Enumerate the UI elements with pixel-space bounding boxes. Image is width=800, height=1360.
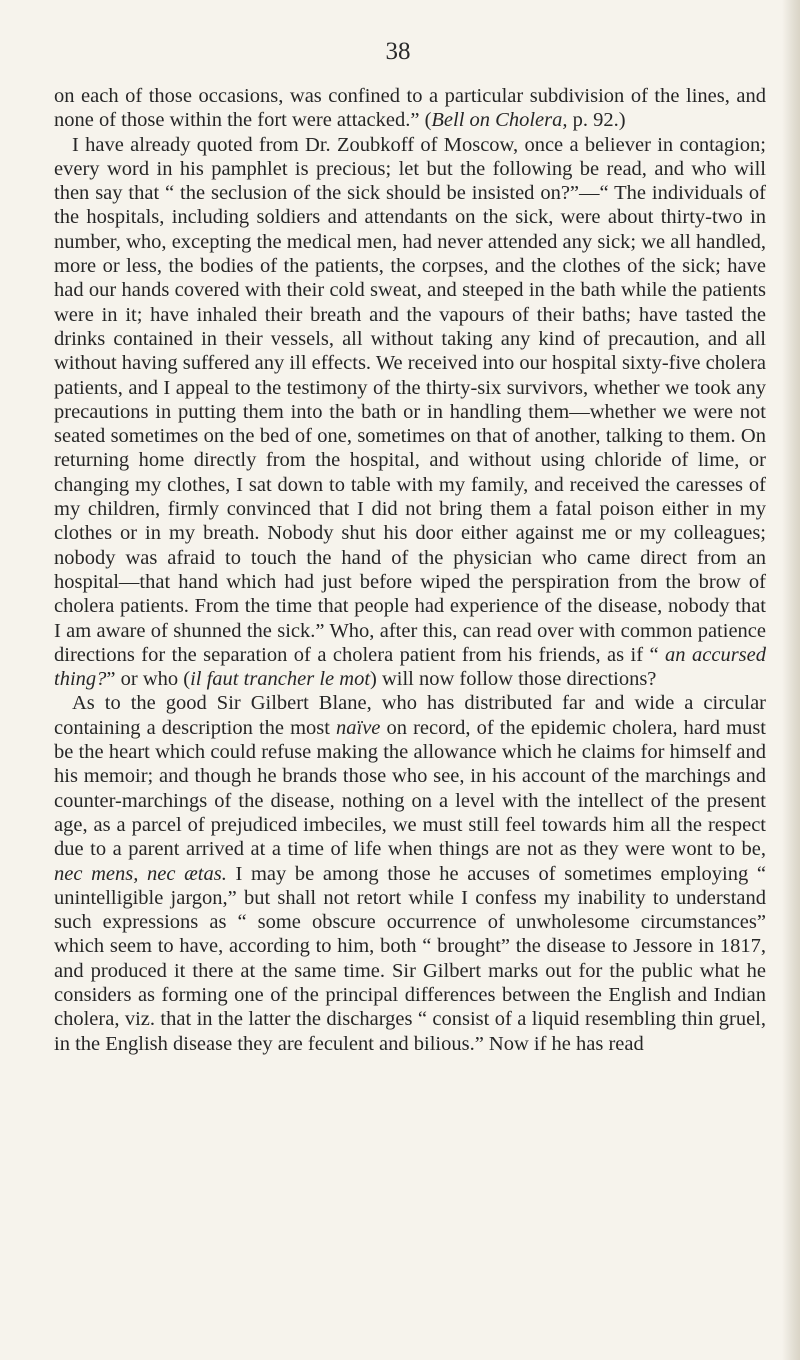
italic-an-accursed-thing: an accursed thing? — [54, 643, 766, 691]
paragraph-2 — [54, 133, 766, 692]
citation-bell-on-cholera: Bell on Cholera, — [431, 109, 568, 132]
italic-il-faut-trancher: il faut trancher le mot — [190, 668, 371, 691]
paragraph-3-part-5: I may be among those he accuses of sometimes employing “ unintelligible jargon,” but shall not retort while I confess my inability to understand such expressions as “ some obscure occurrence of unwholesome circumstances” which seem to have, according to him, both “ brought” the disease to Jessore in 1817, and produced it there at the same time. Sir Gilbert marks out for the public what he considers as forming one of the principal differences between the English and Indian cholera, viz. that in the latter the discharges “ consist of a liquid resembling thin gruel, in the English disease they are feculent and bilious.” Now if he has read — [54, 862, 766, 1055]
page-number: 38 — [385, 38, 411, 65]
paragraph-1-part-3: p. 92.) — [567, 109, 626, 132]
body-text — [54, 84, 766, 1056]
italic-nec-mens-nec-aetas: nec mens, nec ætas. — [54, 862, 227, 885]
paragraph-1-part-1: on each of those occasions, was confined to a particular subdivision of the lines, and none of those within the fort were attacked.” ( — [54, 85, 766, 132]
paragraph-2-part-1: I have already quoted from Dr. Zoubkoff of Moscow, once a believer in contagion; every word in his pamphlet is precious; let but the following be read, and who will then say that “ the seclusion of the sick should be insisted on?”—“ The individuals of the hospitals, including soldiers and attendants on the sick, were about thirty-two in number, who, excepting the medical men, had never attended any sick; we all handled, more or less, the bodies of the patients, the corpses, and the clothes of the sick; have had our hands covered with their cold sweat, and steeped in the bath while the patients were in it; have inhaled their breath and the vapours of their baths; have tasted the drinks contained in their vessels, all without taking any kind of precaution, and all without having suffered any ill effects. We received into our hospital sixty-five cholera patients, and I appeal to the testimony of the thirty-six survivors, whether we took any precautions in putting them into the bath or in handling them—whether we were not seated sometimes on the bed of one, sometimes on that of another, talking to them. On returning home directly from the hospital, and without using chloride of lime, or changing my clothes, I sat down to table with my family, and received the caresses of my children, firmly convinced that I did not bring them a fatal poison either in my clothes or in my breath. Nobody shut his door either against me or my colleagues; nobody was afraid to touch the hand of the physician who came direct from an hospital—that hand which had just before wiped the perspiration from the brow of cholera patients. From the time that people had experience of the disease, nobody that I am aware of shunned the sick.” Who, after this, can read over with common patience directions for the separation of a cholera patient from his friends, as if “ — [54, 133, 766, 666]
paragraph-3-part-1: As to the good Sir Gilbert Blane, who has distributed far and wide a circular containing a description the most — [54, 692, 766, 739]
paragraph-1 — [54, 84, 766, 133]
paragraph-2-part-5: ) will now follow those directions? — [370, 668, 657, 691]
page-edge-shadow — [782, 0, 800, 1360]
italic-naive: naïve — [336, 716, 381, 739]
paragraph-3 — [54, 691, 766, 1055]
paragraph-2-part-3: ” or who ( — [106, 668, 191, 691]
paragraph-3-part-3: on record, of the epidemic cholera, hard must be the heart which could refuse making the allowance which he claims for himself and his memoir; and though he brands those who see, in his account of the marchings and counter-marchings of the disease, nothing on a level with the intellect of the present age, as a parcel of prejudiced imbeciles, we must still feel towards him all the respect due to a parent arrived at a time of life when things are not as they were wont to be, — [54, 716, 766, 861]
